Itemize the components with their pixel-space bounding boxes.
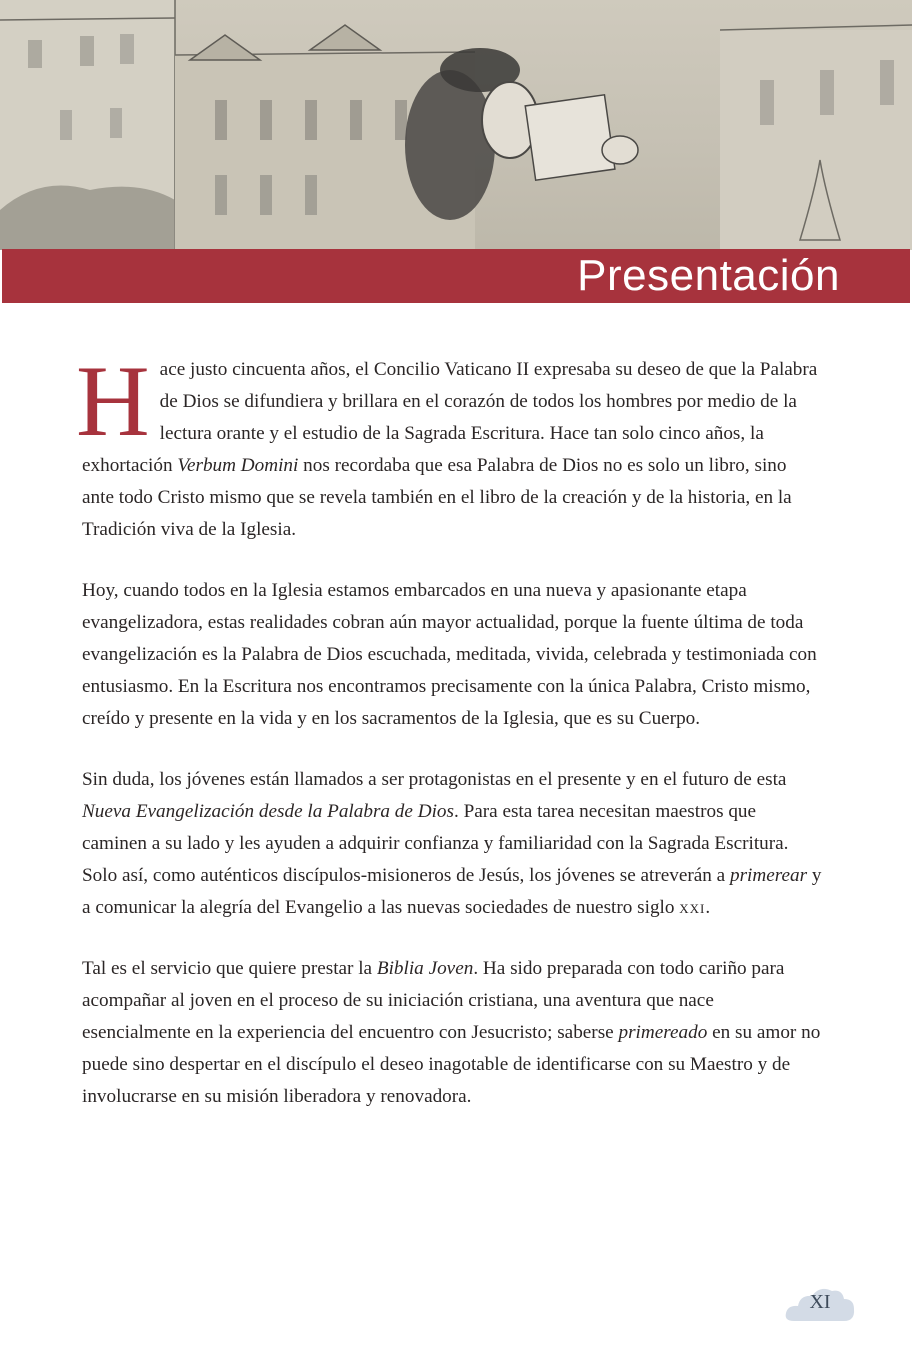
paragraph-3-italic-b: primerear <box>729 865 808 886</box>
page-title: Presentación <box>577 251 840 300</box>
paragraph-4-italic-b: primereado <box>618 1022 708 1043</box>
paragraph-3-text-a: Sin duda, los jóvenes están llamados a ser protagonistas en el presente y en el futuro de esta <box>82 769 787 790</box>
header-illustration <box>0 0 912 250</box>
paragraph-2-text: Hoy, cuando todos en la Iglesia estamos embarcados en una nueva y apasionante etapa evangelizadora, estas realidades cobran aún mayor actualidad, porque la fuente última de toda evangelización es la Palabra de Dios escuchada, meditada, vivida, celebrada y testimoniada con entusiasmo. En la Escritura nos encontramos precisamente con la única Palabra, Cristo mismo, creído y presente en la vida y en los sacramentos de la Iglesia, que es su Cuerpo. <box>82 580 817 729</box>
paragraph-1-text-a: ace justo cincuenta años, el Concilio Vaticano II expresaba su deseo de que la Palabra de Dios se difundiera y brillara en el corazón de todos los hombres por medio de la lectura orante y el estudio de la Sagrada Escritura. Hace tan solo cinco años, la exhortación <box>82 359 818 476</box>
paragraph-3-text-c: y a comunicar la alegría del Evangelio a las nuevas sociedades de nuestro siglo <box>82 865 822 918</box>
sketch-street-scene <box>0 0 912 250</box>
title-band <box>2 249 910 303</box>
paragraph-2 <box>82 575 822 735</box>
paragraph-4 <box>82 953 822 1113</box>
paragraph-4-italic-a: Biblia Joven <box>376 958 474 979</box>
page-number: XI <box>809 1291 831 1313</box>
paragraph-1-text-b: nos recordaba que esa Palabra de Dios no es solo un libro, sino ante todo Cristo mismo que se revela también en el libro de la creación y de la historia, en la Tradición viva de la Iglesia. <box>82 455 792 540</box>
paragraph-4-text-b: . Ha sido preparada con todo cariño para acompañar al joven en el proceso de su iniciación cristiana, una aventura que nace esencialmente en la experiencia del encuentro con Jesucristo; saberse <box>82 958 785 1043</box>
body-text <box>76 345 822 1142</box>
paragraph-4-text-c: en su amor no puede sino despertar en el discípulo el deseo inagotable de identificarse con su Maestro y de involucrarse en su misión liberadora y renovadora. <box>82 1022 821 1107</box>
paragraph-4-text-a: Tal es el servicio que quiere prestar la <box>82 958 377 979</box>
paragraph-3-text-d: . <box>705 897 711 918</box>
paragraph-3-italic-a: Nueva Evangelización desde la Palabra de Dios <box>82 801 454 822</box>
page-number-badge <box>784 1283 856 1325</box>
paragraph-1 <box>76 345 822 546</box>
paragraph-3-text-b: . Para esta tarea necesitan maestros que caminen a su lado y les ayuden a adquirir confianza y familiaridad con la Sagrada Escritura. Solo así, como auténticos discípulos-misioneros de Jesús, los jóvenes se atreverán a <box>82 801 789 886</box>
paragraph-3 <box>82 764 822 924</box>
drop-cap: H <box>76 345 150 458</box>
paragraph-1-italic-a: Verbum Domini <box>177 455 299 476</box>
century-numeral: xxi <box>679 897 706 918</box>
